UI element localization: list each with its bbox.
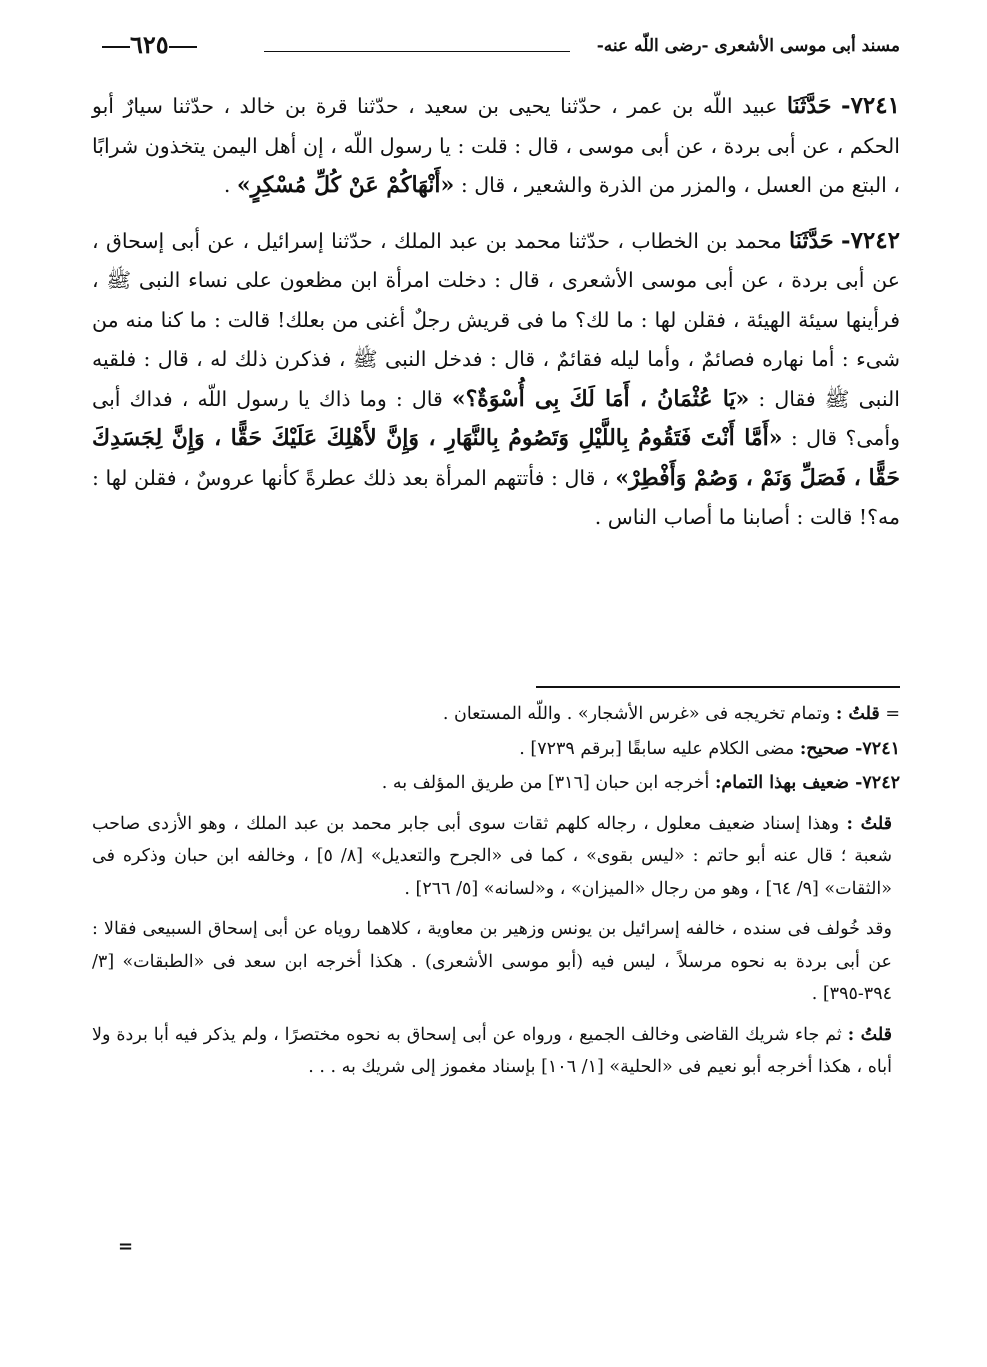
hadith-haddathana: حَدَّثَنَا [789, 227, 834, 254]
footnote-separator [536, 686, 900, 688]
header-rule [264, 51, 570, 52]
footnote-comment [92, 913, 900, 1011]
footnote-comment [92, 1019, 900, 1084]
note-label: قلتُ : [846, 813, 892, 834]
hadith-text: محمد بن الخطاب ، حدّثنا محمد بن عبد الملك ، حدّثنا إسرائيل ، عن أبى إسحاق ، عن أبى بردة ، عن أبى موسى الأشعرى ، قال : دخلت امرأة ابن مظعون على نساء النبى ﷺ ، فرأينها سيئة الهيئة ، فقلن لها : ما لك؟ ما فى قريش رجلٌ أغنى من بعلك! قالت : ما كنا منه من شىء : أما نهاره فصائمٌ ، وأما ليله فقائمٌ ، قال : فدخل النبى ﷺ ، فذكرن ذلك له ، قال : فلقيه النبى ﷺ فقال : [92, 228, 900, 411]
continuation-end-mark: = [118, 1236, 134, 1257]
page-number-value: ٦٢٥ [130, 30, 169, 59]
header-title: مسند أبى موسى الأشعرى -رضى اللّه عنه- [596, 36, 900, 56]
hadith-text: عبيد اللّه بن عمر ، حدّثنا يحيى بن سعيد ، حدّثنا قرة بن خالد ، حدّثنا سيارٌ أبو الحكم ، عن أبى بردة ، عن أبى موسى ، قال : قلت : يا رسول اللّه ، إن أهل اليمن يتخذون شرابًا ، البتع من العسل ، والمزر من الذرة والشعير ، قال : [92, 94, 900, 197]
hadith-text: قال : وما ذاك يا رسول اللّه ، فداك أبى وأمى؟ قال : [92, 386, 900, 450]
note-text: وهذا إسناد ضعيف معلول ، رجاله كلهم ثقات سوى أبى جابر محمد بن عبد الملك ، وهو الأزدى صاحب شعبة ؛ قال عنه أبو حاتم : «ليس بقوى» ، كما فى «الجرح والتعديل» [٨/ ٥] ، وخالفه ابن حبان وذكره فى «الثقات» [٩/ ٦٤] ، وهو من رجال «الميزان» ، و«لسانه» [٥/ ٢٦٦] . [92, 813, 892, 899]
page-number-dash [169, 46, 197, 48]
prophetic-quote: «أَمَّا أَنْتَ فَتَقُومُ بِاللَّيْلِ وَتَصُومُ بِالنَّهَارِ ، وَإِنَّ لأَهْلِكَ عَلَيْكَ حَقًّا ، وَإِنَّ لِجَسَدِكَ حَقًّا ، فَصَلِّ وَنَمْ ، وَصُمْ وَأَفْطِرْ» [92, 425, 900, 491]
hadith-haddathana: حَدَّثَنَا [786, 93, 832, 119]
note-text: وقد خُولف فى سنده ، خالفه إسرائيل بن يونس وزهير بن معاوية ، كلاهما روياه عن أبى إسحاق السبيعى فقالا : عن أبى بردة به نحوه مرسلاً ، ليس فيه (أبو موسى الأشعرى) . هكذا أخرجه ابن سعد فى «الطبقات» [٣/ ٣٩٤-٣٩٥] . [92, 919, 892, 1004]
note-label: ٧٢٤١- صحيح: [799, 738, 900, 759]
prophetic-quote: «يَا عُثْمَانُ ، أَمَا لَكَ بِى أُسْوَةٌ؟» [451, 385, 750, 412]
note-label: قلتُ : [835, 704, 880, 724]
page-number-dash-right [102, 46, 130, 48]
main-text [92, 86, 900, 553]
note-label: قلتُ : [847, 1024, 892, 1045]
note-text: أخرجه ابن حبان [٣١٦] من طريق المؤلف به . [381, 773, 710, 793]
note-text: وتمام تخريجه فى «غرس الأشجار» . واللّه المستعان . [442, 704, 831, 724]
footnote-7241 [92, 733, 900, 766]
hadith-number: ٧٢٤٢- [841, 226, 900, 254]
page-number [92, 30, 207, 59]
hadith-7242 [92, 221, 900, 538]
hadith-end: . [223, 173, 231, 197]
hadith-number: ٧٢٤١- [841, 92, 900, 119]
footnote-continuation [92, 698, 900, 731]
footnote-7242 [92, 767, 900, 800]
hadith-7241 [92, 86, 900, 206]
footnotes [92, 698, 900, 1086]
footnote-comment [92, 808, 900, 906]
continuation-mark: = [885, 704, 900, 724]
running-header [92, 30, 900, 66]
note-text: مضى الكلام عليه سابقًا [برقم ٧٢٣٩] . [519, 738, 795, 759]
note-text: ثم جاء شريك القاضى وخالف الجميع ، ورواه عن أبى إسحاق به نحوه مختصرًا ، ولم يذكر فيه أبا بردة ولا أباه ، هكذا أخرجه أبو نعيم فى «الحلية» [١/ ١٠٦] بإسناد مغموز إلى شريك به . . . [92, 1024, 892, 1077]
prophetic-quote: «أَنْهَاكُمْ عَنْ كُلِّ مُسْكِرٍ» [236, 172, 455, 198]
note-label: ٧٢٤٢- ضعيف بهذا التمام: [714, 773, 900, 793]
hadith-text: ، قال : فأتتهم المرأة بعد ذلك عطرةً كأنها عروسٌ ، فقلن لها : مه؟! قالت : أصابنا ما أصاب الناس . [92, 465, 900, 529]
